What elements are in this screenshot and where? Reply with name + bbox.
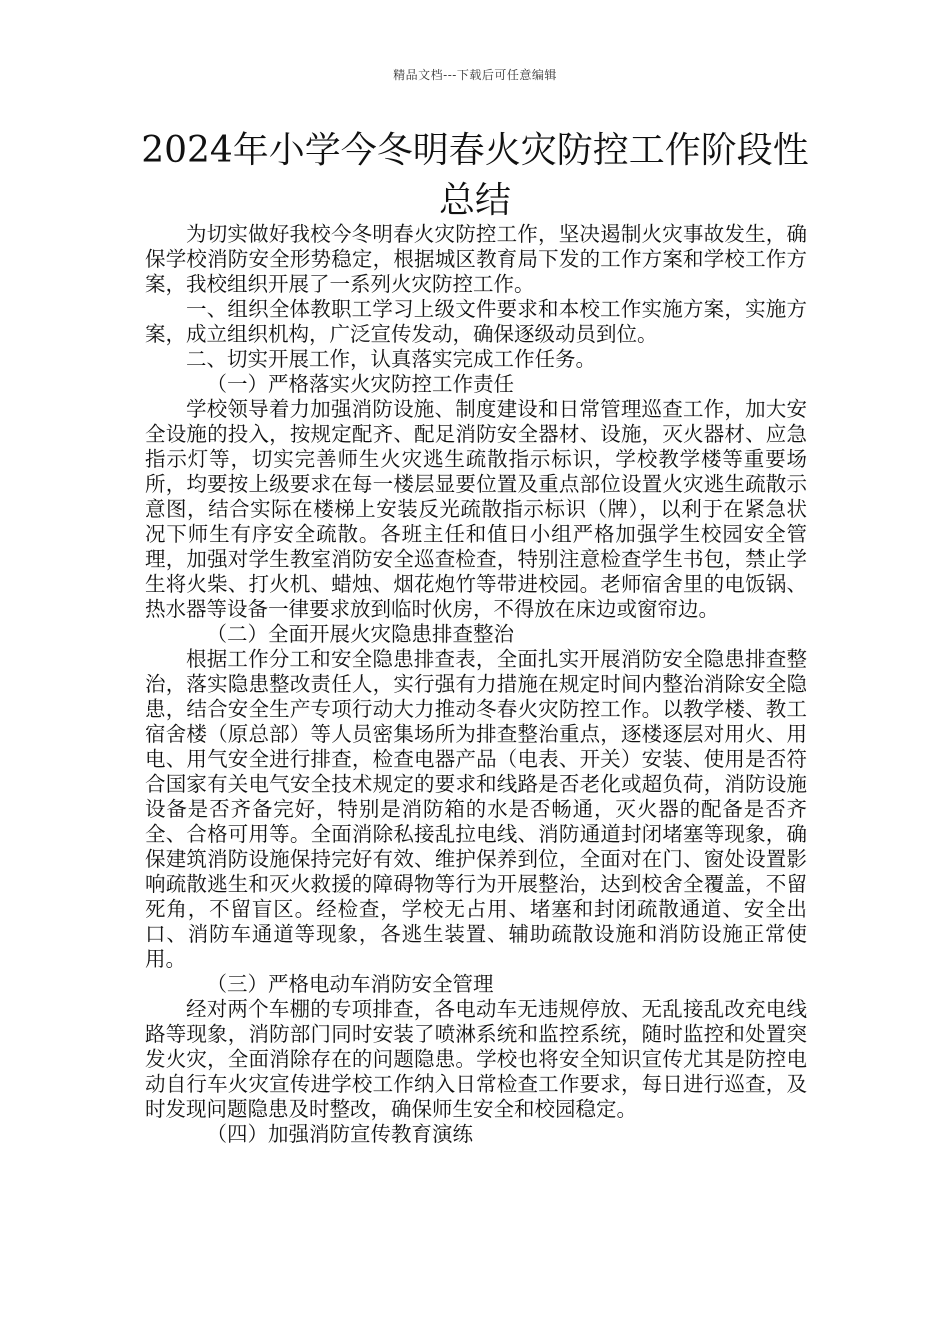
header-note: 精品文档---下载后可任意编辑 [393,68,557,82]
paragraph-section-2: 二、切实开展工作，认真落实完成工作任务。 [186,347,596,371]
subheading-2: （二）全面开展火灾隐患排查整治 [206,622,514,646]
subheading-1: （一）严格落实火灾防控工作责任 [206,372,514,396]
paragraph-subsection-3: 经对两个车棚的专项排查，各电动车无违规停放、无乱接乱改充电线路等现象，消防部门同时安装了喷淋系统和监控系统，随时监控和处置突发火灾，全面消除存在的问题隐患。学校也将安全知识宣传尤其是防控电动自行车火灾宣传进学校工作纳入日常检查工作要求，每日进行巡查，及时发现问题隐患及时整改，确保师生安全和校园稳定。 [145,997,807,1121]
paragraph-section-1: 一、组织全体教职工学习上级文件要求和本校工作实施方案，实施方案，成立组织机构，广泛宣传发动，确保逐级动员到位。 [145,297,807,346]
subheading-3: （三）严格电动车消防安全管理 [206,972,494,996]
document-body [145,222,807,1147]
paragraph-subsection-1: 学校领导着力加强消防设施、制度建设和日常管理巡查工作，加大安全设施的投入，按规定配齐、配足消防安全器材、设施，灭火器材、应急指示灯等，切实完善师生火灾逃生疏散指示标识，学校教学楼等重要场所，均要按上级要求在每一楼层显要位置及重点部位设置火灾逃生疏散示意图，结合实际在楼梯上安装反光疏散指示标识（牌），以利于在紧急状况下师生有序安全疏散。各班主任和值日小组严格加强学生校园安全管理，加强对学生教室消防安全巡查检查，特别注意检查学生书包，禁止学生将火柴、打火机、蜡烛、烟花炮竹等带进校园。老师宿舍里的电饭锅、热水器等设备一律要求放到临时伙房，不得放在床边或窗帘边。 [145,397,807,621]
paragraph-intro: 为切实做好我校今冬明春火灾防控工作，坚决遏制火灾事故发生，确保学校消防安全形势稳定，根据城区教育局下发的工作方案和学校工作方案，我校组织开展了一系列火灾防控工作。 [145,222,807,296]
paragraph-subsection-2: 根据工作分工和安全隐患排查表，全面扎实开展消防安全隐患排查整治，落实隐患整改责任人，实行强有力措施在规定时间内整治消除安全隐患，结合安全生产专项行动大力推动冬春火灾防控工作。以教学楼、教工宿舍楼（原总部）等人员密集场所为排查整治重点，逐楼逐层对用火、用电、用气安全进行排查，检查电器产品（电表、开关）安装、使用是否符合国家有关电气安全技术规定的要求和线路是否老化或超负荷，消防设施设备是否齐备完好，特别是消防箱的水是否畅通，灭火器的配备是否齐全、合格可用等。全面消除私接乱拉电线、消防通道封闭堵塞等现象，确保建筑消防设施保持完好有效、维护保养到位，全面对在门、窗处设置影响疏散逃生和灭火救援的障碍物等行为开展整治，达到校舍全覆盖，不留死角，不留盲区。经检查，学校无占用、堵塞和封闭疏散通道、安全出口、消防车通道等现象，各逃生装置、辅助疏散设施和消防设施正常使用。 [145,647,807,971]
subheading-4: （四）加强消防宣传教育演练 [206,1122,473,1146]
document-title: 2024年小学今冬明春火灾防控工作阶段性总结 [141,130,809,221]
